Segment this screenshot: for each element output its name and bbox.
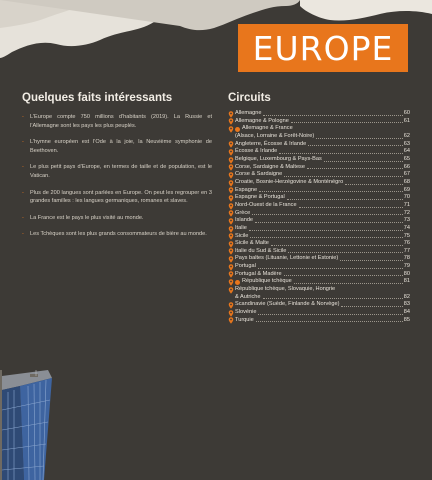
dot-leader [324, 161, 403, 162]
circuit-name: Belgique, Luxembourg & Pays-Bas [235, 155, 322, 162]
dot-leader [307, 168, 403, 169]
circuit-page-number: 79 [403, 263, 410, 270]
circuit-page-number: 81 [403, 278, 410, 285]
dot-leader [284, 176, 403, 177]
circuit-row[interactable] [228, 301, 410, 309]
circuit-page-number: 65 [403, 155, 410, 162]
circuit-page-number: 66 [403, 163, 410, 170]
circuit-row[interactable] [228, 179, 410, 187]
circuit-page-number: 77 [403, 247, 410, 254]
circuit-row[interactable] [228, 278, 410, 286]
dot-leader [259, 191, 403, 192]
location-pin-icon [228, 157, 234, 164]
circuit-row[interactable] [228, 248, 410, 256]
location-pin-icon [228, 141, 234, 148]
circuit-name: Allemagne & Pologne [235, 117, 289, 124]
fact-item: - L’Europe compte 750 millions d’habitants (2019). La Russie et l’Allemagne sont les pays les plus peuplés. [22, 113, 212, 130]
circuit-row[interactable] [228, 271, 410, 279]
circuit-name: République tchèque [242, 278, 292, 285]
circuit-page-number: 60 [403, 110, 410, 116]
location-pin-icon [228, 180, 234, 187]
circuit-row[interactable] [228, 164, 410, 172]
circuit-name: Croatie, Bosnie-Herzégovine & Monténégro [235, 178, 344, 185]
facts-heading: Quelques faits intéressants [22, 92, 173, 104]
dot-leader [263, 115, 402, 116]
circuit-name: Islande [235, 217, 254, 224]
circuit-page-number: 69 [403, 186, 410, 193]
circuit-name: République tchèque, Slovaquie, Hongrie [235, 286, 336, 293]
circuit-row[interactable] [228, 309, 410, 317]
circuit-name: Allemagne & France [242, 125, 293, 132]
circuit-name: Espagne [235, 186, 258, 193]
fact-item: - La France est le pays le plus visité au monde. [22, 214, 212, 223]
circuit-name: Écosse & Irlande [235, 148, 278, 155]
circuit-name: (Alsace, Lorraine & Forêt-Noire) [235, 132, 315, 139]
location-pin-icon [228, 172, 234, 179]
location-pin-icon [228, 126, 234, 133]
circuit-row[interactable] [228, 194, 410, 202]
dot-leader [258, 314, 402, 315]
circuit-name: Sicile [235, 232, 249, 239]
circuit-page-number: 85 [403, 316, 410, 323]
circuit-row[interactable] [228, 133, 410, 141]
circuit-page-number: 80 [403, 270, 410, 277]
circuit-row[interactable] [228, 233, 410, 241]
circuit-row[interactable] [228, 118, 410, 126]
circuit-name: & Autriche [235, 293, 261, 300]
circuit-row[interactable] [228, 187, 410, 195]
circuit-row[interactable] [228, 294, 410, 302]
location-pin-icon [228, 310, 234, 317]
circuit-name: Corse & Sardaigne [235, 171, 283, 178]
circuit-name: Angleterre, Écosse & Irlande [235, 140, 307, 147]
dot-leader [291, 122, 403, 123]
circuit-page-number: 83 [403, 301, 410, 308]
location-pin-icon [228, 218, 234, 225]
circuit-page-number: 82 [403, 293, 410, 300]
circuit-name: Nord-Ouest de la France [235, 201, 297, 208]
location-pin-icon [228, 118, 234, 125]
region-title: EUROPE [252, 28, 394, 68]
dot-leader [345, 184, 403, 185]
circuit-row[interactable] [228, 286, 410, 294]
circuit-page-number: 67 [403, 171, 410, 178]
circuit-name: Italie du Sud & Sicile [235, 247, 287, 254]
circuit-row[interactable] [228, 225, 410, 233]
dot-leader [249, 230, 403, 231]
location-pin-icon [228, 111, 234, 118]
circuit-page-number: 78 [403, 255, 410, 262]
location-pin-icon [228, 210, 234, 217]
location-pin-icon [228, 195, 234, 202]
circuit-row[interactable] [228, 240, 410, 248]
fact-item: - Le plus petit pays d’Europe, en termes de taille et de population, est le Vatican. [22, 163, 212, 180]
location-pin-icon [228, 279, 234, 286]
dot-leader [308, 145, 403, 146]
circuit-row[interactable] [228, 317, 410, 325]
facts-list [22, 113, 212, 239]
circuit-row[interactable] [228, 255, 410, 263]
location-pin-icon [228, 164, 234, 171]
circuit-page-number: 73 [403, 217, 410, 224]
circuit-page-number: 71 [403, 201, 410, 208]
circuit-row[interactable] [228, 148, 410, 156]
location-pin-icon [228, 271, 234, 278]
circuit-page-number: 75 [403, 232, 410, 239]
location-pin-icon [228, 248, 234, 255]
skyscraper-photo [0, 370, 120, 480]
location-pin-icon [228, 226, 234, 233]
circuit-name: Scandinavie (Suède, Finlande & Norvège) [235, 301, 340, 308]
region-title-badge [238, 24, 408, 72]
circuits-index [228, 110, 410, 324]
dot-leader [255, 222, 403, 223]
circuit-page-number: 63 [403, 140, 410, 147]
featured-circle-icon [235, 280, 240, 285]
dot-leader [288, 252, 402, 253]
dot-leader [341, 306, 402, 307]
dot-leader [271, 245, 403, 246]
fact-item: - Les Tchèques sont les plus grands consommateurs de bière au monde. [22, 230, 212, 239]
fact-item: - Plus de 200 langues sont parlées en Europe. On peut les regrouper en 3 grandes familles : les langues germaniques, romanes et slaves. [22, 189, 212, 206]
circuit-page-number: 84 [403, 309, 410, 316]
circuits-heading: Circuits [228, 92, 271, 104]
facts-section [22, 92, 212, 247]
circuit-name: Espagne & Portugal [235, 194, 285, 201]
circuit-name: Grèce [235, 209, 251, 216]
fact-item: - L’hymne européen est l’Ode à la joie, la Neuvième symphonie de Beethoven. [22, 138, 212, 155]
featured-circle-icon [235, 127, 240, 132]
dot-leader [287, 199, 403, 200]
circuit-name: Italie [235, 224, 247, 231]
dot-leader [279, 153, 402, 154]
circuit-name: Portugal & Madère [235, 270, 282, 277]
location-pin-icon [228, 233, 234, 240]
circuit-name: Sicile & Malte [235, 240, 269, 247]
circuit-page-number: 68 [403, 178, 410, 185]
circuit-page-number: 76 [403, 240, 410, 247]
circuit-name: Turquie [235, 316, 254, 323]
circuit-page-number: 62 [403, 132, 410, 139]
circuit-name: Corse, Sardaigne & Maltese [235, 163, 305, 170]
circuit-page-number: 72 [403, 209, 410, 216]
location-pin-icon [228, 203, 234, 210]
dot-leader [294, 283, 403, 284]
circuit-row[interactable] [228, 202, 410, 210]
circuit-name: Slovénie [235, 309, 257, 316]
location-pin-icon [228, 302, 234, 309]
dot-leader [299, 207, 403, 208]
circuit-row[interactable] [228, 210, 410, 218]
dot-leader [284, 275, 403, 276]
location-pin-icon [228, 317, 234, 324]
location-pin-icon [228, 256, 234, 263]
dot-leader [340, 260, 403, 261]
dot-leader [252, 214, 403, 215]
circuit-page-number: 64 [403, 148, 410, 155]
circuit-page-number: 70 [403, 194, 410, 201]
circuit-row[interactable] [228, 110, 410, 118]
circuit-page-number: 74 [403, 224, 410, 231]
dot-leader [256, 321, 403, 322]
circuits-section [228, 92, 410, 324]
circuit-row[interactable] [228, 217, 410, 225]
location-pin-icon [228, 287, 234, 294]
circuit-row[interactable] [228, 156, 410, 164]
dot-leader [263, 298, 403, 299]
location-pin-icon [228, 149, 234, 156]
location-pin-icon [228, 241, 234, 248]
circuit-row[interactable] [228, 125, 410, 133]
dot-leader [258, 268, 403, 269]
location-pin-icon [228, 187, 234, 194]
circuit-row[interactable] [228, 263, 410, 271]
circuit-name: Portugal [235, 263, 256, 270]
circuit-page-number: 61 [403, 117, 410, 124]
location-pin-icon [228, 264, 234, 271]
circuit-name: Pays baltes (Lituanie, Lettonie et Estonie) [235, 255, 339, 262]
dot-leader [316, 138, 402, 139]
circuit-name: Allemagne [235, 110, 262, 116]
circuit-row[interactable] [228, 171, 410, 179]
dot-leader [250, 237, 402, 238]
